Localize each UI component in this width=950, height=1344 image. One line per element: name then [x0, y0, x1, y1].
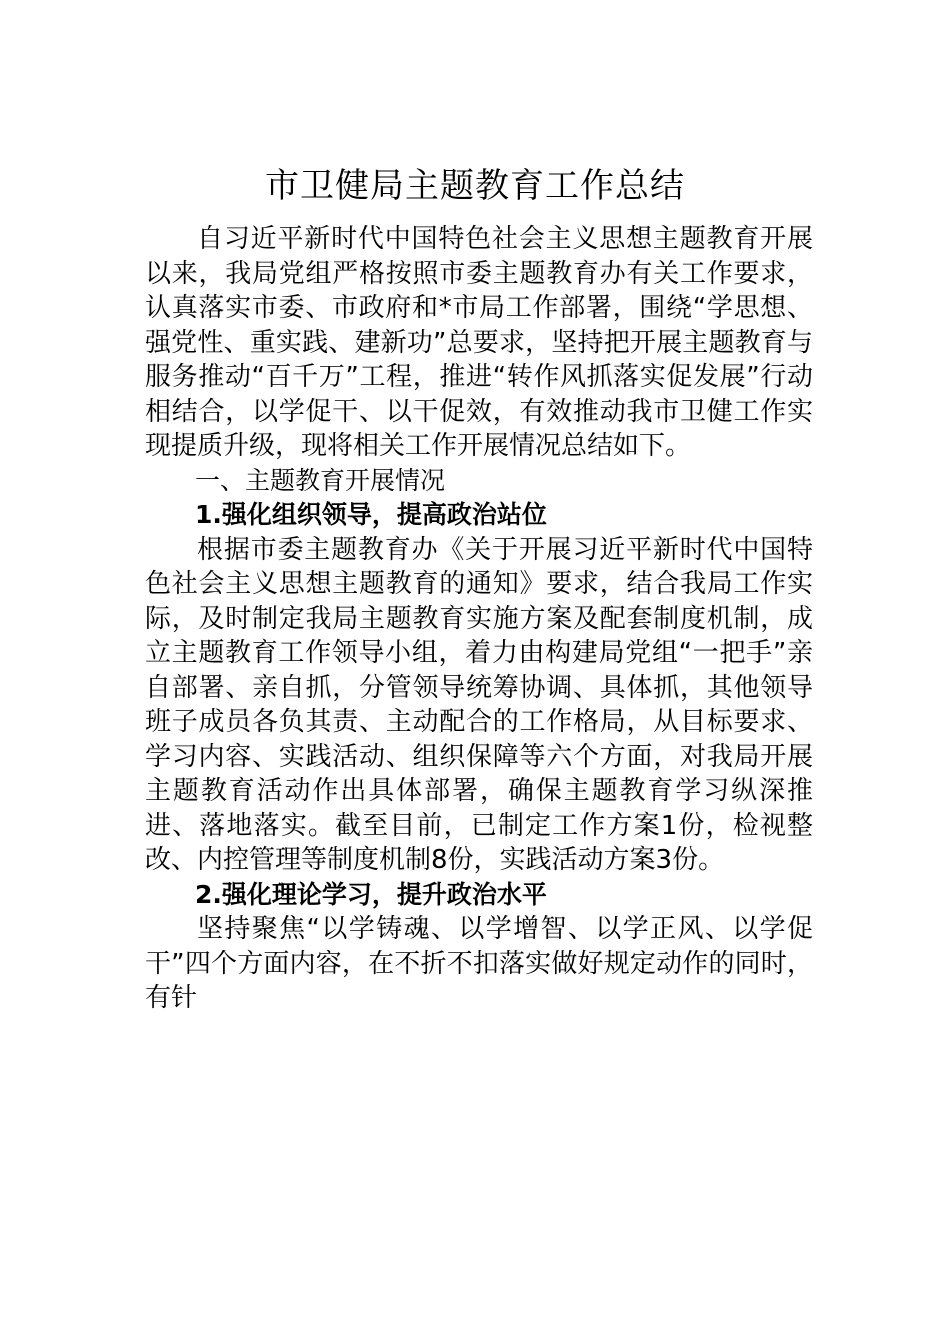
subsection-heading-1: 1.强化组织领导，提高政治站位	[195, 500, 547, 529]
document-body	[145, 222, 813, 1016]
subsection-heading-2: 2.强化理论学习，提升政治水平	[195, 879, 547, 909]
section-heading-1: 一、主题教育开展情况	[195, 465, 446, 495]
subsection-paragraph-2: 坚持聚焦“以学铸魂、以学增智、以学正风、以学促干”四个方面内容，在不折不扣落实做好规定动作的同时，有针	[145, 914, 813, 1013]
document-title: 市卫健局主题教育工作总结	[265, 166, 685, 206]
intro-paragraph: 自习近平新时代中国特色社会主义思想主题教育开展以来，我局党组严格按照市委主题教育办有关工作要求，认真落实市委、市政府和*市局工作部署，围绕“学思想、强党性、重实践、建新功”总要求，坚持把开展主题教育与服务推动“百千万”工程，推进“转作风抓落实促发展”行动相结合，以学促干、以干促效，有效推动我市卫健工作实现提质升级，现将相关工作开展情况总结如下。	[145, 224, 813, 461]
subsection-paragraph-1: 根据市委主题教育办《关于开展习近平新时代中国特色社会主义思想主题教育的通知》要求，结合我局工作实际，及时制定我局主题教育实施方案及配套制度机制，成立主题教育工作领导小组，着力由构建局党组“一把手”亲自部署、亲自抓，分管领导统筹协调、具体抓，其他领导班子成员各负其责、主动配合的工作格局，从目标要求、学习内容、实践活动、组织保障等六个方面，对我局开展主题教育活动作出具体部署，确保主题教育学习纵深推进、落地落实。截至目前，已制定工作方案1份，检视整改、内控管理等制度机制8份，实践活动方案3份。	[145, 534, 813, 875]
